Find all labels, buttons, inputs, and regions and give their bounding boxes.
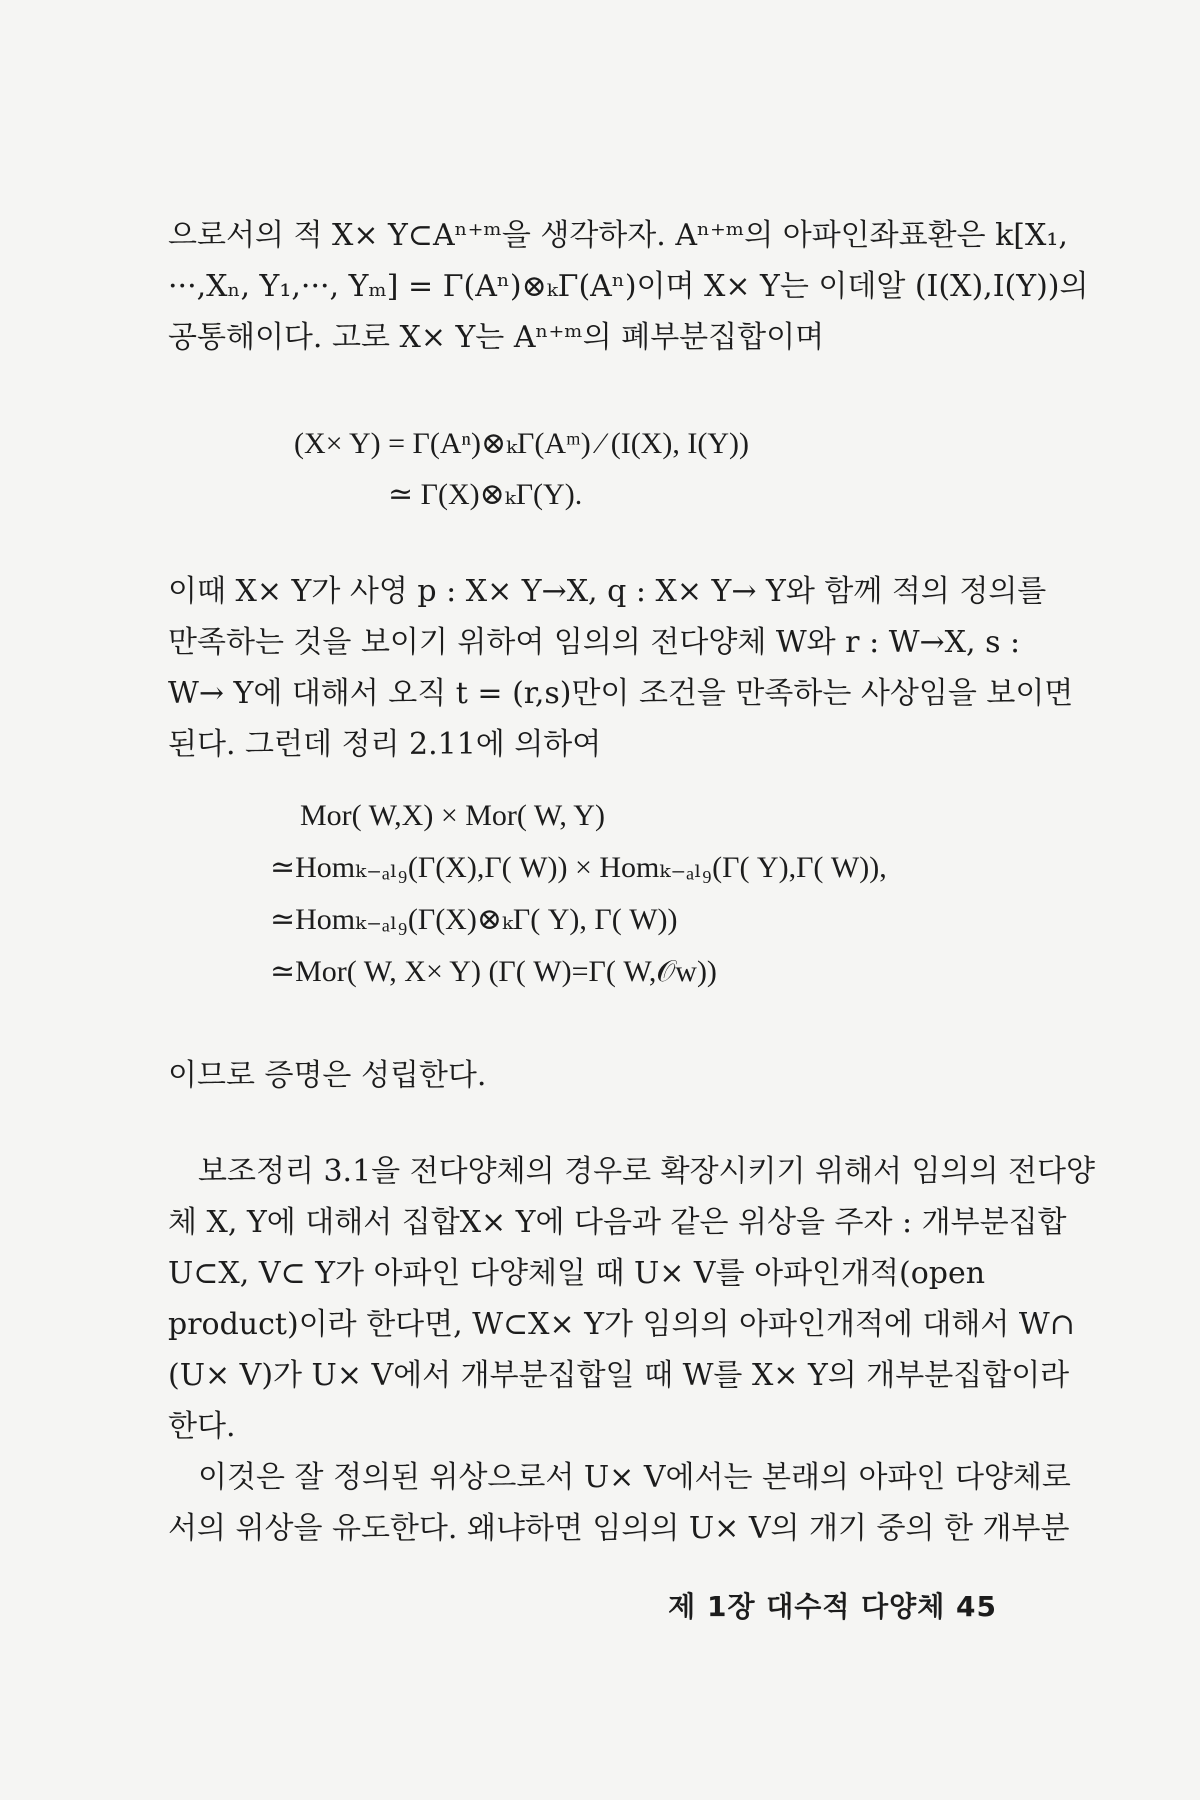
equation-morphism-line4: ≃Mor( W, X× Y) (Γ( W)=Γ( W,𝒪w))	[270, 955, 717, 988]
text-line: 공통해이다. 고로 X× Y는 Aⁿ⁺ᵐ의 폐부분집합이며	[168, 320, 825, 355]
text-line: ···,Xₙ, Y₁,···, Yₘ] = Γ(Aⁿ)⊗ₖΓ(Aⁿ)이며 X× Y는 이데알 (I(X),I(Y))의	[168, 269, 1089, 304]
equation-coordinate-ring-line2: ≃ Γ(X)⊗ₖΓ(Y).	[388, 478, 583, 511]
text-line: 된다. 그런데 정리 2.11에 의하여	[168, 727, 602, 762]
equation-morphism-line3: ≃Homₖ₋ₐₗ₉(Γ(X)⊗ₖΓ( Y), Γ( W))	[270, 903, 678, 936]
text-line: 이것은 잘 정의된 위상으로서 U× V에서는 본래의 아파인 다양체로	[198, 1460, 1071, 1495]
text-line: 으로서의 적 X× Y⊂Aⁿ⁺ᵐ을 생각하자. Aⁿ⁺ᵐ의 아파인좌표환은 k[X₁,	[168, 218, 1068, 253]
text-line: 이때 X× Y가 사영 p : X× Y→X, q : X× Y→ Y와 함께 적의 정의를	[168, 574, 1047, 609]
page-footer: 제 1장 대수적 다양체 45	[668, 1590, 997, 1623]
text-line: (U× V)가 U× V에서 개부분집합일 때 W를 X× Y의 개부분집합이라	[168, 1358, 1070, 1393]
text-line: 한다.	[168, 1409, 236, 1444]
equation-morphism-line1: Mor( W,X) × Mor( W, Y)	[300, 799, 605, 832]
text-line: 체 X, Y에 대해서 집합X× Y에 다음과 같은 위상을 주자 : 개부분집합	[168, 1205, 1067, 1240]
text-line: U⊂X, V⊂ Y가 아파인 다양체일 때 U× V를 아파인개적(open	[168, 1256, 986, 1291]
paragraph-topology	[168, 1146, 1095, 1452]
text-line: 보조정리 3.1을 전다양체의 경우로 확장시키기 위해서 임의의 전다양	[198, 1154, 1095, 1189]
paragraph-product-definition	[168, 210, 1089, 363]
paragraph-well-defined	[168, 1452, 1071, 1554]
text-line: 서의 위상을 유도한다. 왜냐하면 임의의 U× V의 개기 중의 한 개부분	[168, 1511, 1070, 1546]
text-line: 이므로 증명은 성립한다.	[168, 1058, 487, 1093]
text-line: 만족하는 것을 보이기 위하여 임의의 전다양체 W와 r : W→X, s :	[168, 625, 1021, 660]
equation-morphism-line2: ≃Homₖ₋ₐₗ₉(Γ(X),Γ( W)) × Homₖ₋ₐₗ₉(Γ( Y),Γ( W)),	[270, 851, 887, 884]
equation-coordinate-ring-line1: (X× Y) = Γ(Aⁿ)⊗ₖΓ(Aᵐ) ⁄ (I(X), I(Y))	[294, 427, 749, 460]
paragraph-projection	[168, 566, 1074, 770]
paragraph-conclusion	[168, 1050, 1032, 1101]
text-line: product)이라 한다면, W⊂X× Y가 임의의 아파인개적에 대해서 W∩	[168, 1307, 1075, 1342]
text-line: W→ Y에 대해서 오직 t = (r,s)만이 조건을 만족하는 사상임을 보이면	[168, 676, 1074, 711]
